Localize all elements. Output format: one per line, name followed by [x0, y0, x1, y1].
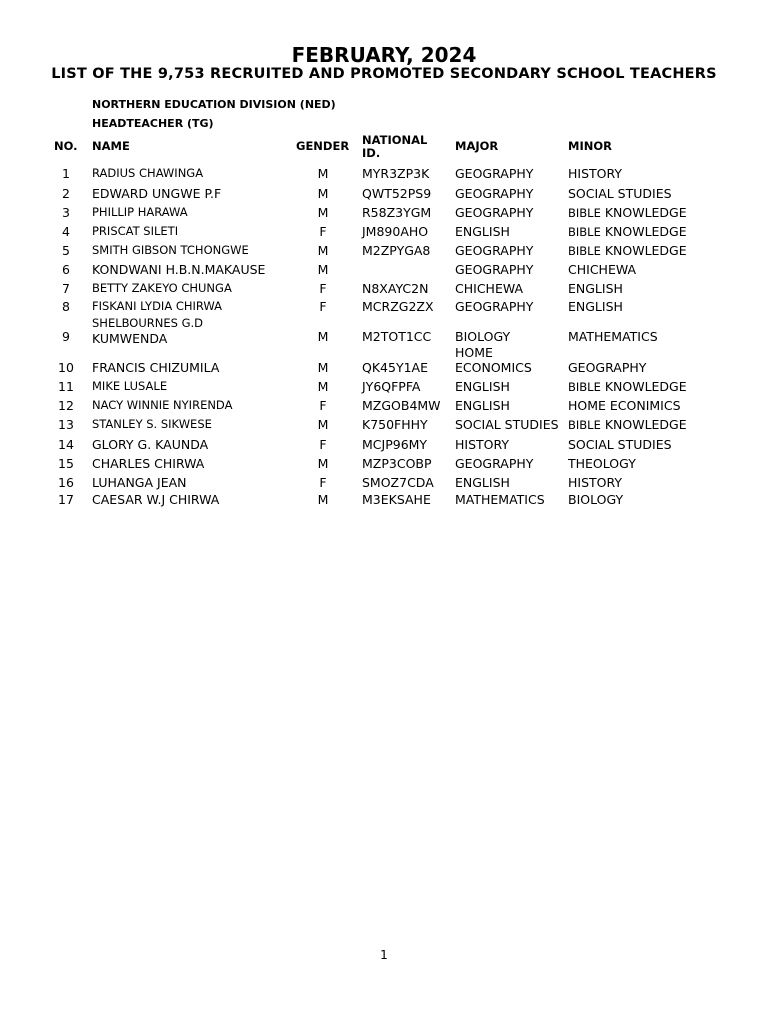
row-number: 1 — [62, 166, 70, 181]
teacher-minor: HOME ECONIMICS — [568, 398, 681, 413]
teacher-national-id: MCJP96MY — [362, 437, 428, 452]
teacher-minor: ENGLISH — [568, 281, 623, 296]
row-number: 13 — [58, 417, 74, 432]
teacher-minor — [568, 243, 687, 259]
teacher-name: FRANCIS CHIZUMILA — [92, 360, 220, 375]
teacher-minor: SOCIAL STUDIES — [568, 437, 672, 452]
teacher-minor: MATHEMATICS — [568, 329, 658, 344]
teacher-name: KONDWANI H.B.N.MAKAUSE — [92, 262, 266, 277]
teacher-major: CHICHEWA — [455, 281, 524, 296]
teacher-gender: M — [317, 166, 329, 181]
teacher-gender: M — [317, 243, 329, 258]
column-header-name: NAME — [92, 139, 130, 153]
teacher-national-id: N8XAYC2N — [362, 281, 429, 296]
teacher-major: GEOGRAPHY — [455, 262, 534, 277]
teacher-gender: M — [317, 456, 329, 471]
teacher-major: GEOGRAPHY — [455, 205, 534, 220]
name-line-2: KUMWENDA — [92, 331, 168, 346]
minor-part-a: BIBLE — [568, 225, 601, 239]
document-date: FEBRUARY, 2024 — [291, 43, 477, 67]
teacher-gender: F — [319, 224, 327, 239]
teacher-national-id: SMOZ7CDA — [362, 475, 434, 490]
teacher-minor: ENGLISH — [568, 299, 623, 314]
teacher-major: GEOGRAPHY — [455, 243, 534, 258]
major-line-2: ECONOMICS — [455, 360, 532, 375]
teacher-major — [455, 345, 532, 375]
teacher-name: EDWARD UNGWE P.F — [92, 186, 222, 201]
teacher-national-id: JY6QFPFA — [362, 379, 421, 394]
teacher-minor: CHICHEWA — [568, 262, 637, 277]
row-number: 17 — [58, 492, 74, 507]
minor-part-a: BIBLE — [568, 244, 601, 258]
teacher-gender: M — [317, 205, 329, 220]
major-line-1: HOME — [455, 345, 493, 360]
row-number: 2 — [62, 186, 70, 201]
teacher-name: FISKANI LYDIA CHIRWA — [92, 299, 223, 313]
teacher-name: GLORY G. KAUNDA — [92, 437, 209, 452]
teacher-national-id: R58Z3YGM — [362, 205, 432, 220]
column-header-gender: GENDER — [296, 139, 350, 153]
column-header-national-id — [362, 134, 427, 160]
teacher-minor: BIOLOGY — [568, 492, 624, 507]
teacher-gender: M — [317, 379, 329, 394]
teacher-minor — [568, 224, 687, 240]
teacher-name: LUHANGA JEAN — [92, 475, 187, 490]
row-number: 7 — [62, 281, 70, 296]
division-label: NORTHERN EDUCATION DIVISION (NED) — [92, 98, 336, 111]
teacher-gender: M — [317, 492, 329, 507]
teacher-national-id: MYR3ZP3K — [362, 166, 430, 181]
teacher-gender: F — [319, 398, 327, 413]
teacher-major: GEOGRAPHY — [455, 166, 534, 181]
teacher-national-id: QWT52PS9 — [362, 186, 432, 201]
row-number: 16 — [58, 475, 74, 490]
teacher-gender: F — [319, 299, 327, 314]
teacher-major: ENGLISH — [455, 475, 510, 490]
minor-part-a: BIBLE — [568, 418, 601, 432]
teacher-major: ENGLISH — [455, 398, 510, 413]
teacher-minor: HISTORY — [568, 475, 623, 490]
teacher-gender: M — [317, 262, 329, 277]
teacher-name: PRISCAT SILETI — [92, 224, 179, 238]
category-label: HEADTEACHER (TG) — [92, 117, 214, 130]
row-number: 3 — [62, 205, 70, 220]
teacher-major: GEOGRAPHY — [455, 456, 534, 471]
row-number: 5 — [62, 243, 70, 258]
teacher-minor: SOCIAL STUDIES — [568, 186, 672, 201]
teacher-name: RADIUS CHAWINGA — [92, 166, 204, 180]
teacher-national-id: MCRZG2ZX — [362, 299, 434, 314]
teacher-national-id: MZGOB4MW — [362, 398, 441, 413]
teacher-name: PHILLIP HARAWA — [92, 205, 188, 219]
teacher-minor — [568, 417, 687, 433]
row-number: 12 — [58, 398, 74, 413]
teacher-name: CHARLES CHIRWA — [92, 456, 205, 471]
row-number: 10 — [58, 360, 74, 375]
teacher-minor — [568, 379, 687, 395]
teacher-name — [92, 316, 203, 346]
teacher-national-id: M2TOT1CC — [362, 329, 432, 344]
name-line-1: SHELBOURNES G.D — [92, 316, 204, 330]
document-title: LIST OF THE 9,753 RECRUITED AND PROMOTED SECONDARY SCHOOL TEACHERS — [51, 66, 717, 82]
minor-part-b: KNOWLEDGE — [604, 205, 687, 220]
row-number: 8 — [62, 299, 70, 314]
teacher-name: NACY WINNIE NYIRENDA — [92, 398, 233, 412]
column-header-minor: MINOR — [568, 139, 612, 153]
teacher-national-id: MZP3COBP — [362, 456, 432, 471]
teacher-national-id: JM890AHO — [362, 224, 429, 239]
teacher-gender: M — [317, 329, 329, 344]
teacher-name: MIKE LUSALE — [92, 379, 168, 393]
teacher-gender: F — [319, 281, 327, 296]
teacher-major: GEOGRAPHY — [455, 186, 534, 201]
teacher-gender: M — [317, 186, 329, 201]
minor-part-b: KNOWLEDGE — [604, 379, 687, 394]
row-number: 4 — [62, 224, 70, 239]
row-number: 6 — [62, 262, 70, 277]
teacher-major: GEOGRAPHY — [455, 299, 534, 314]
teacher-national-id: M3EKSAHE — [362, 492, 431, 507]
teacher-name: STANLEY S. SIKWESE — [92, 417, 212, 431]
teacher-national-id: M2ZPYGA8 — [362, 243, 431, 258]
row-number: 15 — [58, 456, 74, 471]
teacher-major: SOCIAL STUDIES — [455, 417, 559, 432]
row-number: 14 — [58, 437, 74, 452]
row-number: 9 — [62, 329, 70, 344]
minor-part-a: BIBLE — [568, 206, 601, 220]
teacher-major: HISTORY — [455, 437, 510, 452]
teacher-gender: M — [317, 417, 329, 432]
minor-part-a: BIBLE — [568, 380, 601, 394]
page-number: 1 — [380, 948, 388, 962]
teacher-gender: F — [319, 437, 327, 452]
teacher-name: CAESAR W.J CHIRWA — [92, 492, 220, 507]
teacher-minor: HISTORY — [568, 166, 623, 181]
column-header-national-id-line1: NATIONAL — [362, 133, 428, 147]
teacher-major: ENGLISH — [455, 224, 510, 239]
minor-part-b: KNOWLEDGE — [604, 224, 687, 239]
teacher-minor: GEOGRAPHY — [568, 360, 647, 375]
teacher-national-id: QK45Y1AE — [362, 360, 428, 375]
teacher-minor: THEOLOGY — [568, 456, 636, 471]
teacher-major: BIOLOGY — [455, 329, 511, 344]
teacher-major: ENGLISH — [455, 379, 510, 394]
teacher-minor — [568, 205, 687, 221]
column-header-no: NO. — [54, 139, 78, 153]
teacher-name: SMITH GIBSON TCHONGWE — [92, 243, 249, 257]
teacher-name: BETTY ZAKEYO CHUNGA — [92, 281, 232, 295]
minor-part-b: KNOWLEDGE — [604, 243, 687, 258]
column-header-major: MAJOR — [455, 139, 499, 153]
teacher-gender: M — [317, 360, 329, 375]
column-header-national-id-line2: ID. — [362, 146, 381, 160]
teacher-gender: F — [319, 475, 327, 490]
teacher-national-id: K750FHHY — [362, 417, 428, 432]
teacher-major: MATHEMATICS — [455, 492, 545, 507]
row-number: 11 — [58, 379, 74, 394]
minor-part-b: KNOWLEDGE — [604, 417, 687, 432]
